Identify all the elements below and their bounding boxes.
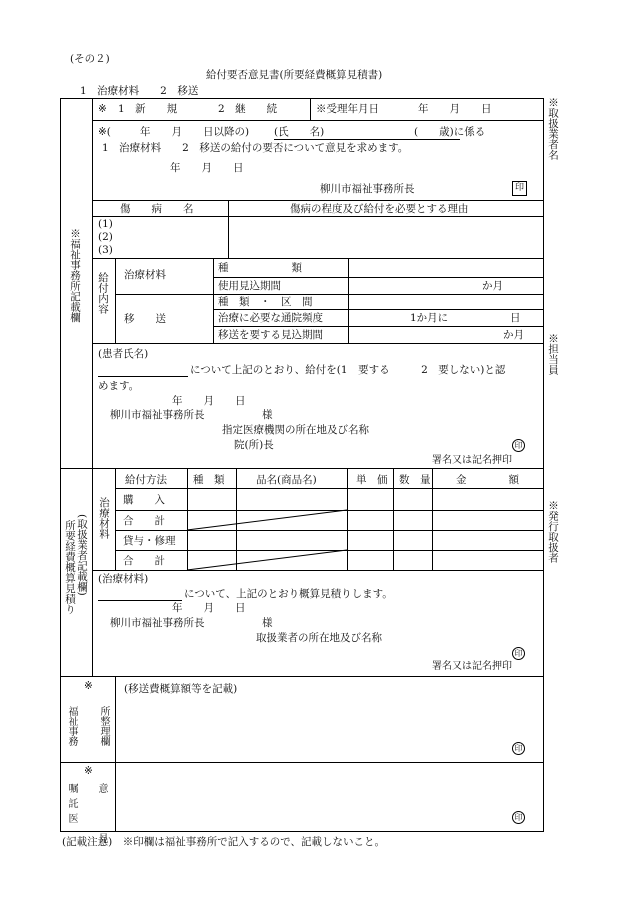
seal-circle: 印 (512, 439, 525, 452)
type-line: 1 治療材料 2 移送 (80, 85, 199, 97)
vendor-address-label: 取扱業者の所在地及び名称 (256, 632, 382, 644)
request-date[interactable]: 年 月 日 (170, 162, 244, 174)
transport-label: 移 送 (124, 313, 166, 325)
doctor-label-b: 意 見 (96, 783, 107, 858)
side-label-vendor-name: ※取扱業者名 (547, 97, 560, 160)
request-text: 1 治療材料 2 移送の給付の要否について意見を求めます。 (102, 142, 409, 154)
office-label-b: 所整理欄 (98, 706, 109, 746)
patient-name-label: (患者氏名) (98, 348, 149, 360)
seal-circle: 印 (512, 647, 525, 660)
months-unit: か月 (503, 329, 524, 341)
row-purchase: 購 入 (123, 494, 165, 506)
form-title: 給付要否意見書(所要経費概算見積書) (206, 69, 383, 81)
row-total: 合 計 (123, 515, 165, 527)
disease-header: 傷 病 名 (120, 203, 194, 215)
office-note: (移送費概算額等を記載) (124, 683, 238, 695)
doctor-label-a: 嘱託医 (66, 783, 77, 828)
col-unit-price: 単 価 (356, 474, 388, 486)
opinion-text: について上記のとおり、給付を(1 要する 2 要しない)と認 (190, 364, 506, 376)
option-new[interactable]: 1 新 規 (118, 103, 178, 115)
side-label-staff: ※担当員 (547, 333, 560, 375)
welfare-section-label: ※福祉事務所記載欄 (69, 228, 82, 323)
disease-item: (3) (98, 244, 113, 256)
row-total: 合 計 (123, 555, 165, 567)
office-label-a: 福祉事務 (66, 706, 77, 746)
sama: 様 (262, 409, 273, 421)
period-open: ※( (98, 126, 111, 138)
kind-section-label: 種 類 ・ 区 間 (218, 296, 313, 308)
frequency-label: 治療に必要な通院頻度 (218, 312, 323, 324)
opinion-addressee: 柳川市福祉事務所長 (110, 409, 205, 421)
institution-label: 指定医療機関の所在地及び名称 (222, 424, 369, 436)
opinion-date[interactable]: 年 月 日 (172, 395, 246, 407)
doctor-mark: ※ (84, 765, 93, 777)
seal-square: 印 (512, 181, 527, 196)
per-month: 1か月に (410, 312, 449, 324)
reason-header: 傷病の程度及び給付を必要とする理由 (290, 203, 469, 215)
opinion-text-end: めます。 (98, 380, 140, 392)
sama: 様 (262, 617, 273, 629)
diagonal-strike (187, 550, 347, 570)
received-date[interactable]: 年 月 日 (418, 103, 492, 115)
vendor-section-sublabel: (取扱業者記載欄) (76, 514, 89, 596)
sign-note: 署名又は記名押印 (432, 455, 512, 466)
seal-circle: 印 (512, 811, 525, 824)
seal-circle: 印 (512, 742, 525, 755)
row1-mark: ※ (98, 103, 107, 115)
period-label: 使用見込期間 (218, 280, 281, 292)
col-quantity: 数 量 (399, 474, 431, 486)
footer-note: (記載注意) ※印欄は福祉事務所で記入するので、記載しないこと。 (62, 836, 385, 848)
received-date-label: ※受理年月日 (316, 103, 379, 115)
sign-note: 署名又は記名押印 (432, 661, 512, 672)
col-method: 給付方法 (125, 474, 167, 486)
vendor-section-label: 所要経費概算見積り (64, 520, 77, 615)
kind-label: 種 類 (218, 262, 302, 274)
col-amount: 金 額 (456, 474, 519, 486)
estimate-material-label: (治療材料) (98, 573, 149, 585)
material-label: 治療材料 (124, 269, 166, 281)
patient-name-label: (氏 名) (274, 126, 325, 138)
disease-item: (2) (98, 231, 113, 243)
part-label: (その２) (70, 53, 110, 65)
patient-age: ( 歳)に係る (414, 126, 486, 138)
days-unit: 日 (510, 312, 521, 324)
benefit-label: 給付内容 (97, 272, 110, 314)
row-rental: 貸与・修理 (123, 535, 176, 547)
vendor-material-label: 治療材料 (98, 497, 111, 539)
disease-item: (1) (98, 218, 113, 230)
estimate-text: について、上記のとおり概算見積りします。 (184, 588, 393, 600)
director-label: 院(所)長 (234, 439, 274, 451)
diagonal-strike (187, 510, 347, 530)
option-continue[interactable]: 2 継 続 (218, 103, 278, 115)
months-unit: か月 (482, 280, 503, 292)
estimate-addressee: 柳川市福祉事務所長 (110, 617, 205, 629)
transport-period-label: 移送を要する見込期間 (218, 329, 323, 341)
col-product: 品名(商品名) (256, 474, 317, 486)
side-label-issuer: ※発行取扱者 (547, 500, 560, 563)
sender-name: 柳川市福祉事務所長 (320, 183, 415, 195)
period-date[interactable]: 年 月 日以降の) (140, 126, 250, 138)
estimate-date[interactable]: 年 月 日 (172, 602, 246, 614)
office-mark: ※ (84, 680, 93, 692)
col-kind: 種 類 (193, 474, 225, 486)
